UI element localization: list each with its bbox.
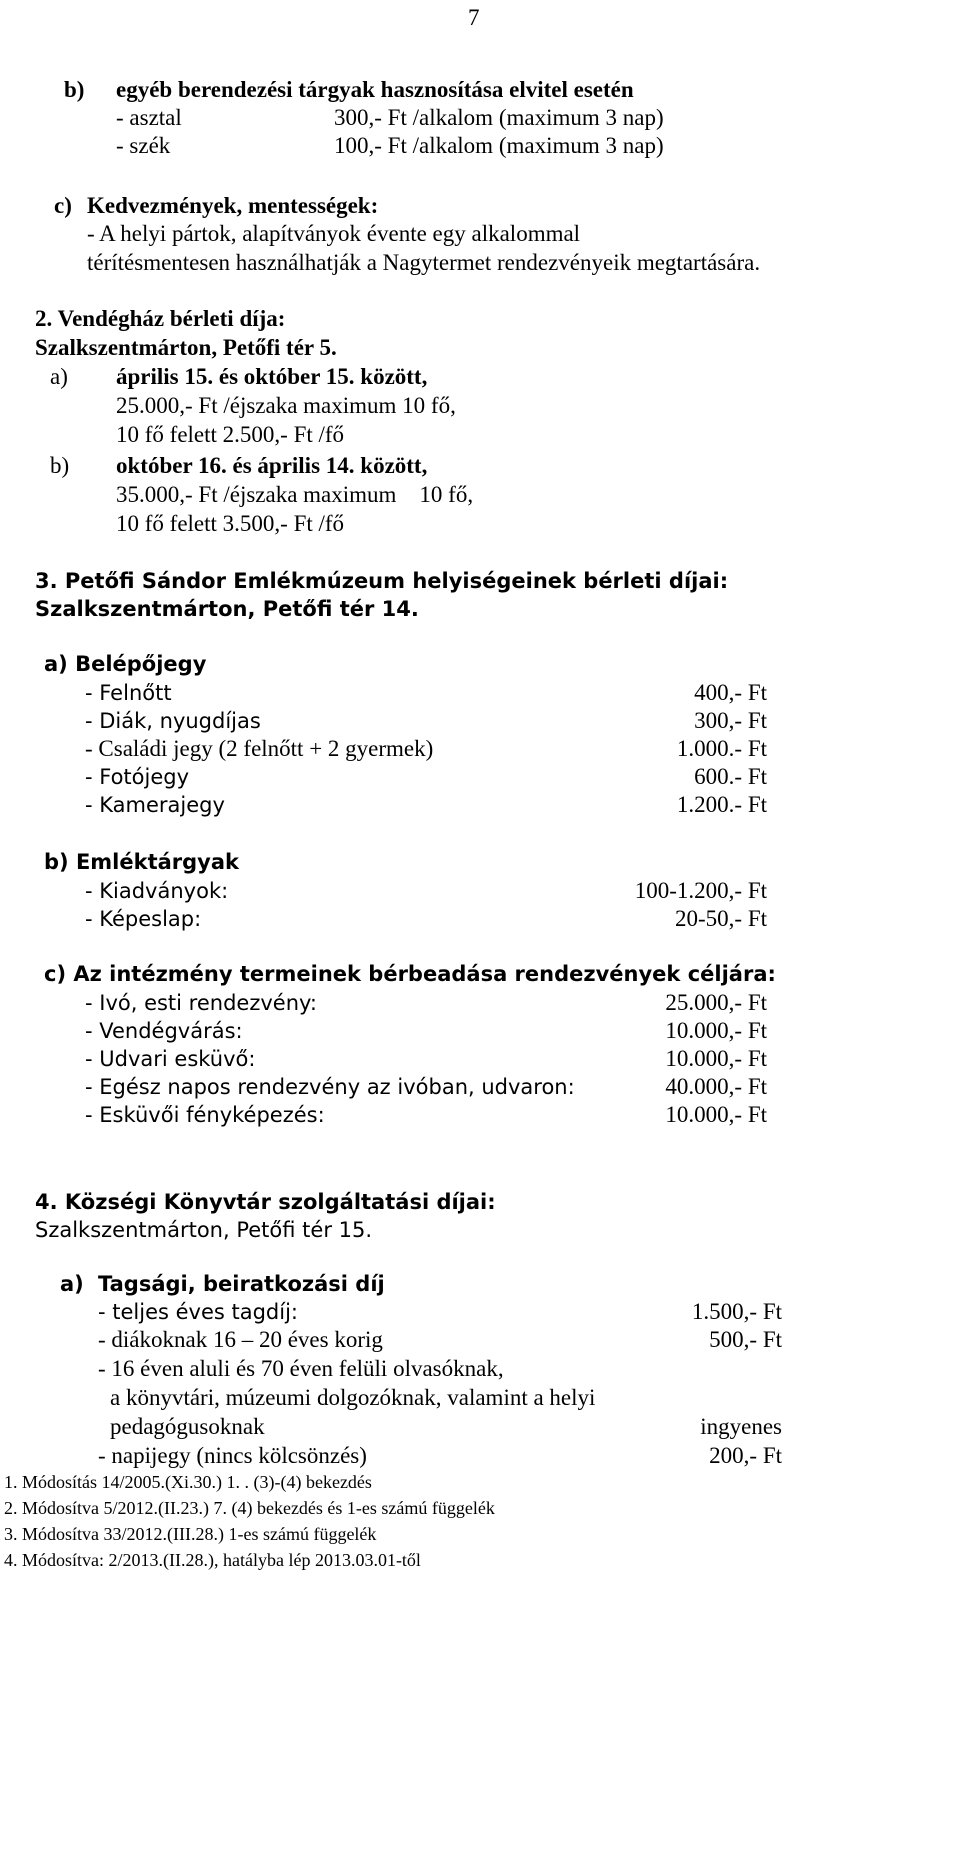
sec3-c-item-name: - Egész napos rendezvény az ivóban, udvaron: [85, 1075, 575, 1099]
sec3-a-item-price: 400,- Ft [694, 680, 767, 705]
footnote: 1. Módosítás 14/2005.(Xi.30.) 1. . (3)-(4) bekezdés [4, 1472, 372, 1492]
sec3-a-item-name: - Felnőtt [85, 681, 172, 705]
sec4-address: Szalkszentmárton, Petőfi tér 15. [35, 1218, 373, 1242]
sec3-c-item-name: - Esküvői fényképezés: [85, 1103, 325, 1127]
sec3-c-item-price: 25.000,- Ft [665, 990, 767, 1015]
sec4-item-name: - diákoknak 16 – 20 éves korig [98, 1327, 383, 1352]
sec2-a-line: 10 fő felett 2.500,- Ft /fő [116, 422, 345, 447]
page-number: 7 [468, 5, 480, 30]
sec3-a-item-name: - Diák, nyugdíjas [85, 709, 261, 733]
sec-c-line: térítésmentesen használhatják a Nagytermet rendezvényeik megtartására. [87, 250, 761, 275]
footnote: 4. Módosítva: 2/2013.(II.28.), hatályba lép 2013.03.01-től [4, 1550, 421, 1570]
sec2-b-line: 10 fő felett 3.500,- Ft /fő [116, 511, 345, 536]
sec4-multi-line: pedagógusoknak [110, 1414, 265, 1439]
sec2-a-label: a) [50, 364, 68, 389]
sec4-a-label: a) [60, 1272, 84, 1296]
sec2-b-label: b) [50, 453, 70, 478]
sec3-a-item-price: 1.200.- Ft [676, 792, 767, 817]
sec4-title: 4. Községi Könyvtár szolgáltatási díjai: [35, 1190, 496, 1214]
sec3-c-item-price: 10.000,- Ft [665, 1018, 767, 1043]
sec3-c-item-name: - Vendégvárás: [85, 1019, 243, 1043]
sec2-address: Szalkszentmárton, Petőfi tér 5. [35, 335, 337, 360]
sec3-b-item-name: - Képeslap: [85, 907, 202, 931]
sec3-c-item-price: 10.000,- Ft [665, 1102, 767, 1127]
sec4-multi-price: ingyenes [700, 1414, 782, 1439]
sec2-a-line: 25.000,- Ft /éjszaka maximum 10 fő, [116, 393, 456, 418]
sec-c-label: c) [54, 193, 72, 218]
sec4-item-name: - teljes éves tagdíj: [98, 1300, 299, 1324]
sec4-last-name: - napijegy (nincs kölcsönzés) [98, 1443, 367, 1468]
sec2-title: 2. Vendégház bérleti díja: [35, 306, 286, 331]
sec2-a-period: április 15. és október 15. között, [116, 364, 428, 389]
sec3-title: 3. Petőfi Sándor Emlékmúzeum helyiségeinek bérleti díjai: [35, 569, 729, 593]
sec-c-heading: Kedvezmények, mentességek: [87, 193, 379, 218]
sec-b-item-name: - szék [116, 133, 171, 158]
footnote: 3. Módosítva 33/2012.(III.28.) 1-es számú függelék [4, 1524, 377, 1544]
sec3-c-heading: c) Az intézmény termeinek bérbeadása rendezvények céljára: [44, 962, 776, 986]
sec3-a-item-price: 1.000.- Ft [676, 736, 767, 761]
sec3-b-item-price: 20-50,- Ft [675, 906, 767, 931]
sec3-c-item-name: - Udvari esküvő: [85, 1047, 256, 1071]
sec3-b-heading: b) Emléktárgyak [44, 850, 239, 874]
sec3-a-item-price: 600.- Ft [694, 764, 767, 789]
sec-b-item-price: 100,- Ft /alkalom (maximum 3 nap) [334, 133, 664, 158]
sec-b-item-price: 300,- Ft /alkalom (maximum 3 nap) [334, 105, 664, 130]
sec3-a-item-price: 300,- Ft [694, 708, 767, 733]
sec3-a-item-name: - Családi jegy (2 felnőtt + 2 gyermek) [85, 736, 434, 761]
sec4-multi-line: a könyvtári, múzeumi dolgozóknak, valamint a helyi [110, 1385, 596, 1410]
footnote: 2. Módosítva 5/2012.(II.23.) 7. (4) bekezdés és 1-es számú függelék [4, 1498, 495, 1518]
sec-c-line: - A helyi pártok, alapítványok évente egy alkalommal [87, 221, 581, 246]
sec4-item-price: 500,- Ft [709, 1327, 782, 1352]
sec3-b-item-price: 100-1.200,- Ft [634, 878, 767, 903]
sec4-last-price: 200,- Ft [709, 1443, 782, 1468]
sec4-a-heading: Tagsági, beiratkozási díj [98, 1272, 385, 1296]
sec3-address: Szalkszentmárton, Petőfi tér 14. [35, 597, 419, 621]
sec3-a-heading: a) Belépőjegy [44, 652, 207, 676]
sec-b-label: b) [64, 77, 85, 102]
sec-b-heading: egyéb berendezési tárgyak hasznosítása elvitel esetén [116, 77, 634, 102]
sec3-a-item-name: - Fotójegy [85, 765, 190, 789]
sec3-a-item-name: - Kamerajegy [85, 793, 225, 817]
sec2-b-line: 35.000,- Ft /éjszaka maximum 10 fő, [116, 482, 474, 507]
sec4-item-price: 1.500,- Ft [691, 1299, 782, 1324]
sec3-c-item-price: 40.000,- Ft [665, 1074, 767, 1099]
sec4-multi-line: - 16 éven aluli és 70 éven felüli olvasóknak, [98, 1356, 504, 1381]
sec3-c-item-price: 10.000,- Ft [665, 1046, 767, 1071]
sec3-b-item-name: - Kiadványok: [85, 879, 229, 903]
sec-b-item-name: - asztal [116, 105, 182, 130]
sec2-b-period: október 16. és április 14. között, [116, 453, 428, 478]
sec3-c-item-name: - Ivó, esti rendezvény: [85, 991, 317, 1015]
